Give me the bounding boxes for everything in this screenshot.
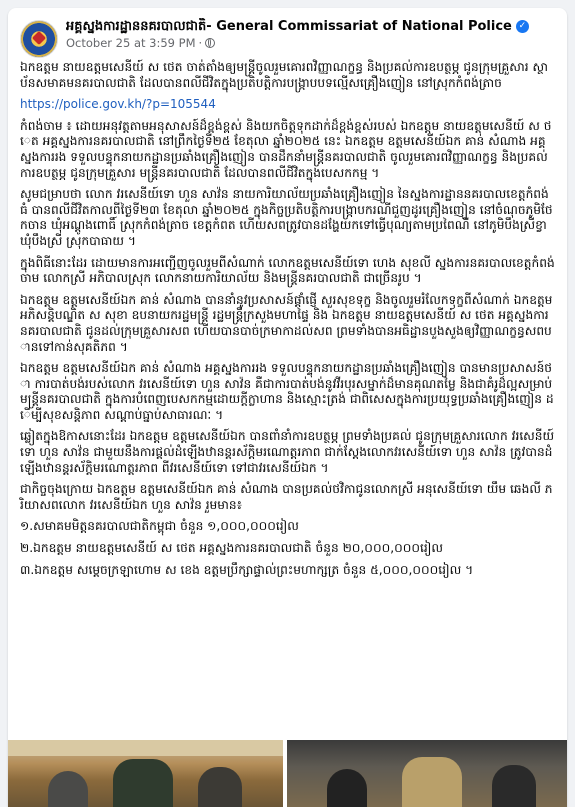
page-avatar[interactable] — [20, 20, 58, 58]
post-header — [8, 8, 567, 54]
article-link[interactable]: https://police.gov.kh/?p=105544 — [20, 97, 216, 112]
post-paragraph: ឆ្លៀតក្នុងឱកាសនោះដែរ ឯកឧត្តម ឧត្តមសេនីយ៍ឯក បានពាំនាំការឧបត្ថម្ភ ព្រមទាំងប្រគល់ ជូនក្រុមគ្រួសារលោក វរសេនីយ៍ទោ ហួន សាវ៉ន ជាមួយនឹងការផ្ដល់ដំឡើងឋានន្តរស័ក្តិមរណោត្តរភាព ជាក់ស្ដែងលោកវរសេនីយ៍ទោ ហួន សាវ៉ន ត្រូវបានដំឡើងឋានន្តរស័ក្តិមរណោត្តរភាព ពីវរសេនីយ៍ទោ ទៅជាវរសេនីយ៍ឯក ។ — [20, 429, 555, 475]
post-paragraph: ឯកឧត្តម ឧត្តមសេនីយ៍ឯក គាន់ សំណាង បាននាំនូវប្រសាសន៍ផ្ដាំផ្ញើ សួរសុខទុក្ខ និងចូលរួមរំលែកទុក្ខពីសំណាក់ ឯកឧត្តម អភិសន្តិបណ្ឌិត ស សុខា ឧបនាយករដ្ឋមន្ត្រី រដ្ឋមន្ត្រីក្រសួងមហាផ្ទៃ និង ឯកឧត្តម នាយឧត្តមសេនីយ៍ ស ថេត អគ្គស្នងការនគរបាលជាតិ ជូនដល់ក្រុមគ្រួសារសព ហើយបានបាច់ក្រមាកាដល់សព ព្រមទាំងបានអធិដ្ឋានបួងសួងឲ្យវិញ្ញាណក្ខន្ធសពបានទៅកាន់សុគតិភព ។ — [20, 292, 553, 354]
photo-grid — [8, 740, 567, 807]
post-paragraph: សូមជម្រាបថា លោក វរសេនីយ៍ទោ ហួន សាវ៉ន នាយការិយាល័យប្រឆាំងគ្រឿងញៀន នៃស្នងការដ្ឋាននគរបាលខេត្តកំពង់ធំ បានពលីជីវិតកាលពីថ្ងៃទី២៣ ខែតុលា ឆ្នាំ២០២៥ ក្នុងកិច្ចប្រតិបត្តិការបង្ក្រាបករណីជួញដូរគ្រឿងញៀន នៅចំណុចភូមិថែកចាន ឃុំអណ្តូងពោធិ៍ ស្រុកកំពង់ត្រាច ខេត្តកំពត ហើយសពត្រូវបានដង្ហែយកទៅធ្វើបុណ្យតាមប្រពៃណី នៅភូមិបឹងស្រីខ្វា ឃុំបឹងស្រី ស្រុកបាធាយ ។ — [20, 187, 553, 248]
post-timestamp[interactable]: October 25 at 3:59 PM — [66, 36, 196, 50]
photo-person — [48, 771, 88, 807]
post-meta — [66, 18, 555, 51]
photo-person — [492, 765, 536, 807]
separator-dot: · — [198, 36, 203, 50]
photo-person — [402, 757, 462, 807]
post-photo[interactable] — [8, 740, 283, 807]
facebook-post-card — [8, 8, 567, 807]
donation-item: ១.សមាគមមិត្តនគរបាលជាតិកម្ពុជា ចំនួន ១,០០០,០០០រៀល — [20, 519, 299, 534]
post-subline — [66, 35, 555, 51]
page-name-row — [66, 18, 555, 35]
photo-banner — [8, 740, 283, 756]
post-body — [8, 54, 567, 578]
page-name-link[interactable]: អគ្គស្នងការដ្ឋាននគរបាលជាតិ- General Commissariat of National Police — [66, 19, 512, 34]
donation-item: ៣.ឯកឧត្តម សម្តេចក្រឡាហោម ស ខេង ឧត្តមប្រឹក្សាផ្ទាល់ព្រះមហាក្សត្រ ចំនួន ៥,០០០,០០០រៀល ។ — [20, 562, 474, 577]
post-photo[interactable] — [287, 740, 567, 807]
photo-person — [198, 767, 242, 807]
donation-item: ២.ឯកឧត្តម នាយឧត្តមសេនីយ៍ ស ថេត អគ្គស្នងការនគរបាលជាតិ ចំនួន ២០,០០០,០០០រៀល — [20, 541, 443, 556]
verified-check-icon: ✓ — [516, 20, 529, 33]
post-paragraph: ជាកិច្ចចុងក្រោយ ឯកឧត្តម ឧត្តមសេនីយ៍ឯក គាន់ សំណាង បានប្រគល់ថវិកាជូនលោកស្រី អនុសេនីយ៍ទោ យឹម ឆេងលី ភរិយាសពលោក វរសេនីយ៍ឯក ហួន សាវ៉ន រួមមាន៖ — [20, 482, 553, 512]
post-paragraph: ក្នុងពិធីនោះដែរ ដោយមានការអញ្ជើញចូលរួមពីសំណាក់ លោកឧត្តមសេនីយ៍ទោ ហេង សុខលី ស្នងការនគរបាលខេត្តកំពង់ចាម លោកស្រី អភិបាលស្រុក លោកនាយការិយាល័យ និងមន្ត្រីនគរបាលជាតិ ជាច្រើនរូប ។ — [20, 255, 555, 286]
post-paragraph: ឯកឧត្តម ឧត្តមសេនីយ៍ឯក គាន់ សំណាង អគ្គស្នងការរង ទទួលបន្ទុកនាយកដ្ឋានប្រឆាំងគ្រឿងញៀន បានមានប្រសាសន៍ថា ការបាត់បង់របស់លោក វរសេនីយ៍ទោ ហួន សាវ៉ន គឺជាការបាត់បង់នូវវីរបុរសម្នាក់ដ៏មានគុណតម្លៃ និងជាគំរូដ៏ល្អសម្រាប់មន្ត្រីនគរបាលជាតិ ក្នុងការបំពេញបេសកកម្មដោយក្ដីក្លាហាន និងស្មោះត្រង់ ជាពិសេសក្នុងការប្រយុទ្ធប្រឆាំងគ្រឿងញៀន ដើម្បីសុខសន្តិភាព សណ្ដាប់ធ្នាប់សាធារណៈ ។ — [20, 361, 554, 422]
post-paragraph: កំពង់ចាម ៖ ដោយអនុវត្តតាមអនុសាសន៍ដ៏ខ្ពង់ខ្ពស់ និងយកចិត្តទុកដាក់ដ៏ខ្ពង់ខ្ពស់របស់ ឯកឧត្តម នាយឧត្តមសេនីយ៍ ស ថេត អគ្គស្នងការនគរបាលជាតិ នៅព្រឹកថ្ងៃទី២៥ ខែតុលា ឆ្នាំ២០២៥ នេះ ឯកឧត្តម ឧត្តមសេនីយ៍ឯក គាន់ សំណាង អគ្គស្នងការរង ទទួលបន្ទុកនាយកដ្ឋានប្រឆាំងគ្រឿងញៀន បានដឹកនាំមន្ត្រីនគរបាលជាតិ ចូលរួមគោរពវិញ្ញាណក្ខន្ធ និងប្រគល់ការឧបត្ថម្ភ ជូនក្រុមគ្រួសារ មន្ត្រីនគរបាលជាតិ ដែលបានពលីជីវិតក្នុងបេសកកម្ម ។ — [20, 118, 552, 180]
globe-icon[interactable] — [205, 38, 215, 48]
photo-person — [327, 769, 367, 807]
photo-person — [113, 759, 173, 807]
post-headline: ឯកឧត្តម នាយឧត្តមសេនីយ៍ ស ថេត ចាត់តាំងឲ្យមន្ត្រីចូលរួមគោរពវិញ្ញាណក្ខន្ធ និងប្រគល់ការឧបត្ថម្ភ ជូនក្រុមគ្រួសារ ស្ថាប័នសមាគមនគរបាលជាតិ ដែលបានពលីជីវិតក្នុងប្រតិបត្តិការបង្ក្រាបបទល្មើសគ្រឿងញៀន នៅស្រុកកំពង់ត្រាច — [20, 60, 548, 90]
